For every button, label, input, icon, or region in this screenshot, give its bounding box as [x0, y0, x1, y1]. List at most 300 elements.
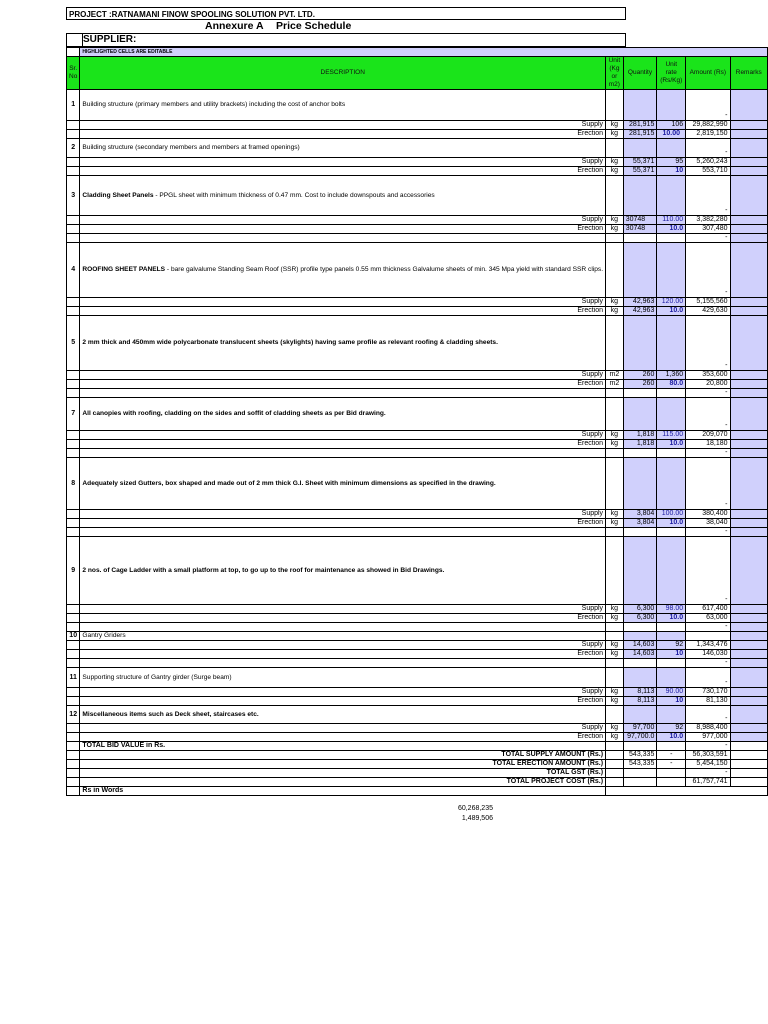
erection-quantity[interactable]: 6,300 — [623, 614, 657, 623]
remarks-cell[interactable] — [730, 650, 767, 659]
total-bid-value-rate — [657, 742, 686, 751]
item-sr-no: 2 — [67, 139, 80, 158]
remarks-cell[interactable] — [730, 688, 767, 697]
supply-rate[interactable]: 1,360 — [657, 371, 686, 380]
remarks-cell[interactable] — [730, 380, 767, 389]
erection-label: Erection — [80, 167, 606, 176]
supply-rate[interactable]: 90.00 — [657, 688, 686, 697]
supply-quantity[interactable]: 8,113 — [623, 688, 657, 697]
item-sr-no: 12 — [67, 706, 80, 724]
supply-label: Supply — [80, 158, 606, 167]
erection-row — [67, 225, 768, 234]
item-description-row — [67, 632, 768, 641]
description-header: DESCRIPTION — [80, 57, 606, 90]
annexure-label: Annexure A — [205, 20, 264, 32]
rate-cell[interactable] — [657, 90, 686, 121]
quantity-cell[interactable] — [623, 90, 657, 121]
erection-quantity[interactable]: 55,371 — [623, 167, 657, 176]
erection-label: Erection — [80, 650, 606, 659]
erection-amount: 38,040 — [686, 519, 730, 528]
item-description — [80, 243, 606, 298]
erection-rate[interactable]: 10.00 — [657, 130, 686, 139]
supply-amount: 8,988,400 — [686, 724, 730, 733]
remarks-cell[interactable] — [730, 449, 767, 458]
supply-rate[interactable]: 98.00 — [657, 605, 686, 614]
erection-quantity[interactable]: 42,963 — [623, 307, 657, 316]
unit-cell — [606, 706, 624, 724]
item-description-bold: 2 mm thick and 450mm wide polycarbonate translucent sheets (skylights) having same profile as relevant roofing & cladding sheets. — [82, 339, 498, 346]
dash-cell: - — [686, 449, 730, 458]
item-description-bold: 2 nos. of Cage Ladder with a small platform at top, to go up to the roof for maintenance as showed in Bid Drawings. — [82, 566, 445, 574]
erection-rate[interactable]: 10.0 — [657, 733, 686, 742]
blank-cell — [67, 778, 80, 787]
blank-cell — [67, 307, 80, 316]
blank-cell — [67, 449, 80, 458]
remarks-cell[interactable] — [730, 528, 767, 537]
total-gst — [67, 769, 768, 778]
quantity-cell[interactable] — [623, 632, 657, 641]
supply-quantity[interactable]: 6,300 — [623, 605, 657, 614]
total-supply-rate: - — [657, 751, 686, 760]
unit-cell — [606, 243, 624, 298]
total-project-cost — [67, 778, 768, 787]
erection-label: Erection — [80, 225, 606, 234]
blank-cell — [623, 234, 657, 243]
blank-cell — [606, 760, 624, 769]
blank-cell — [67, 234, 80, 243]
remarks-cell[interactable] — [730, 623, 767, 632]
remarks-cell[interactable] — [730, 706, 767, 724]
unit-cell — [606, 316, 624, 371]
item-sr-no: 4 — [67, 243, 80, 298]
rs-in-words-row — [67, 787, 768, 796]
erection-unit: kg — [606, 733, 624, 742]
editable-note-cell — [80, 48, 768, 57]
rate-cell[interactable] — [657, 243, 686, 298]
erection-amount: 146,030 — [686, 650, 730, 659]
rate-cell[interactable] — [657, 176, 686, 216]
supply-amount: 1,343,476 — [686, 641, 730, 650]
remarks-cell[interactable] — [730, 614, 767, 623]
erection-rate[interactable]: 10.0 — [657, 519, 686, 528]
erection-row — [67, 380, 768, 389]
erection-quantity[interactable]: 3,804 — [623, 519, 657, 528]
blank-cell — [67, 787, 80, 796]
erection-unit: kg — [606, 614, 624, 623]
supply-row — [67, 688, 768, 697]
blank-cell — [606, 234, 624, 243]
erection-unit: kg — [606, 307, 624, 316]
remarks-cell[interactable] — [730, 641, 767, 650]
supply-rate[interactable]: 95 — [657, 158, 686, 167]
remarks-cell[interactable] — [730, 537, 767, 605]
erection-rate[interactable]: 80.0 — [657, 380, 686, 389]
blank-cell — [606, 742, 624, 751]
spacer-row — [67, 234, 768, 243]
erection-quantity[interactable]: 97,700.0 — [623, 733, 657, 742]
erection-quantity[interactable]: 1,818 — [623, 440, 657, 449]
blank-cell — [80, 659, 606, 668]
supplier-label: SUPPLIER: — [83, 34, 137, 45]
blank-cell — [67, 440, 80, 449]
supply-quantity[interactable]: 42,963 — [623, 298, 657, 307]
editable-note-row — [67, 48, 768, 57]
item-sr-no: 1 — [67, 90, 80, 121]
spacer-row — [67, 623, 768, 632]
rate-cell[interactable] — [657, 316, 686, 371]
supply-label: Supply — [80, 510, 606, 519]
item-description-text: Gantry Griders — [82, 632, 126, 639]
blank-cell — [67, 650, 80, 659]
blank-cell — [623, 528, 657, 537]
supply-quantity[interactable]: 14,603 — [623, 641, 657, 650]
rate-header: Unit rate (Rs/Kg) — [657, 57, 686, 90]
supply-row — [67, 121, 768, 130]
blank-cell — [67, 121, 80, 130]
supply-label: Supply — [80, 641, 606, 650]
item-description — [80, 176, 606, 216]
erection-amount: 429,630 — [686, 307, 730, 316]
total-supply-label: TOTAL SUPPLY AMOUNT (Rs.) — [80, 751, 606, 760]
quantity-cell[interactable] — [623, 458, 657, 510]
item-description-row — [67, 706, 768, 724]
amount-cell: - — [686, 668, 730, 688]
erection-amount: 18,180 — [686, 440, 730, 449]
remarks-cell[interactable] — [730, 431, 767, 440]
supply-row — [67, 510, 768, 519]
supply-quantity[interactable]: 281,915 — [623, 121, 657, 130]
erection-rate[interactable]: 10.0 — [657, 225, 686, 234]
erection-row — [67, 697, 768, 706]
item-description-bold: ROOFING SHEET PANELS — [82, 266, 166, 273]
remarks-cell[interactable] — [730, 371, 767, 380]
total-project-cost-qty — [623, 778, 657, 787]
rate-cell[interactable] — [657, 139, 686, 158]
amount-cell: - — [686, 458, 730, 510]
blank-cell — [80, 528, 606, 537]
item-description-row — [67, 139, 768, 158]
quantity-cell[interactable] — [623, 706, 657, 724]
blank-cell — [657, 659, 686, 668]
remarks-cell[interactable] — [730, 298, 767, 307]
rate-cell[interactable] — [657, 458, 686, 510]
sr-header: Sr. No — [67, 57, 80, 90]
total-erection — [67, 760, 768, 769]
erection-rate[interactable]: 10 — [657, 167, 686, 176]
amount-cell: - — [686, 90, 730, 121]
erection-row — [67, 167, 768, 176]
total-bid-value-qty — [623, 742, 657, 751]
erection-label: Erection — [80, 614, 606, 623]
amount-cell: - — [686, 706, 730, 724]
dash-cell: - — [686, 234, 730, 243]
item-description — [80, 90, 606, 121]
unit-cell — [606, 398, 624, 431]
blank-cell — [80, 449, 606, 458]
blank-cell — [67, 158, 80, 167]
erection-row — [67, 650, 768, 659]
supplier-row — [66, 33, 626, 47]
supply-quantity[interactable]: 260 — [623, 371, 657, 380]
erection-rate[interactable]: 10.0 — [657, 614, 686, 623]
item-description-row — [67, 398, 768, 431]
erection-unit: kg — [606, 519, 624, 528]
supply-quantity[interactable]: 55,371 — [623, 158, 657, 167]
quantity-cell[interactable] — [623, 139, 657, 158]
erection-label: Erection — [80, 519, 606, 528]
supply-rate[interactable]: 100.00 — [657, 510, 686, 519]
item-sr-no: 10 — [67, 632, 80, 641]
blank-cell — [67, 688, 80, 697]
item-sr-no: 5 — [67, 316, 80, 371]
remarks-cell[interactable] — [730, 605, 767, 614]
erection-row — [67, 130, 768, 139]
unit-cell — [606, 668, 624, 688]
remarks-cell[interactable] — [730, 316, 767, 371]
rate-cell[interactable] — [657, 632, 686, 641]
quantity-cell[interactable] — [623, 537, 657, 605]
erection-row — [67, 519, 768, 528]
price-schedule-title: Price Schedule — [276, 20, 352, 32]
item-sr-no: 9 — [67, 537, 80, 605]
blank-cell — [67, 216, 80, 225]
spacer-row — [67, 389, 768, 398]
supply-unit: kg — [606, 431, 624, 440]
erection-unit: kg — [606, 167, 624, 176]
remarks-cell[interactable] — [730, 167, 767, 176]
blank-cell — [606, 769, 624, 778]
erection-label: Erection — [80, 440, 606, 449]
remarks-cell[interactable] — [730, 458, 767, 510]
erection-quantity[interactable]: 281,915 — [623, 130, 657, 139]
item-description — [80, 398, 606, 431]
remarks-cell[interactable] — [730, 398, 767, 431]
erection-label: Erection — [80, 697, 606, 706]
blank-cell — [657, 528, 686, 537]
blank-cell — [67, 751, 80, 760]
erection-rate[interactable]: 10.0 — [657, 440, 686, 449]
total-erection-qty: 543,335 — [623, 760, 657, 769]
erection-rate[interactable]: 10 — [657, 697, 686, 706]
erection-unit: kg — [606, 697, 624, 706]
price-schedule-table — [66, 47, 768, 796]
total-bid-value-amount: - — [686, 742, 730, 751]
item-description-row — [67, 90, 768, 121]
blank-cell — [67, 614, 80, 623]
blank-cell — [623, 449, 657, 458]
blank-cell — [67, 510, 80, 519]
remarks-cell[interactable] — [730, 632, 767, 641]
footer-value-1: 60,268,235 — [457, 805, 493, 812]
erection-quantity[interactable]: 260 — [623, 380, 657, 389]
remarks-cell[interactable] — [730, 139, 767, 158]
blank-cell — [657, 234, 686, 243]
erection-amount: 63,000 — [686, 614, 730, 623]
erection-label: Erection — [80, 307, 606, 316]
amount-cell: - — [686, 316, 730, 371]
remarks-cell[interactable] — [730, 243, 767, 298]
blank-cell — [67, 380, 80, 389]
supply-label: Supply — [80, 371, 606, 380]
spacer-row — [67, 528, 768, 537]
dash-cell: - — [686, 528, 730, 537]
blank-cell — [67, 605, 80, 614]
item-description-row — [67, 537, 768, 605]
remarks-cell[interactable] — [730, 697, 767, 706]
blank-cell — [606, 751, 624, 760]
project-title: PROJECT :RATNAMANI FINOW SPOOLING SOLUTION PVT. LTD. — [66, 7, 626, 20]
total-erection-rate: - — [657, 760, 686, 769]
supply-quantity[interactable]: 1,818 — [623, 431, 657, 440]
amount-cell: - — [686, 537, 730, 605]
remarks-cell[interactable] — [730, 724, 767, 733]
erection-rate[interactable]: 10.0 — [657, 307, 686, 316]
remarks-cell[interactable] — [730, 234, 767, 243]
remarks-cell[interactable] — [730, 158, 767, 167]
supply-row — [67, 216, 768, 225]
remarks-cell[interactable] — [730, 90, 767, 121]
erection-rate[interactable]: 10 — [657, 650, 686, 659]
remarks-cell[interactable] — [730, 733, 767, 742]
rate-cell[interactable] — [657, 706, 686, 724]
remarks-cell[interactable] — [730, 307, 767, 316]
supply-label: Supply — [80, 431, 606, 440]
footer-value-2: 1,489,506 — [461, 815, 493, 822]
remarks-cell[interactable] — [730, 659, 767, 668]
erection-row — [67, 733, 768, 742]
item-description-bold: All canopies with roofing, cladding on the sides and soffit of cladding sheets as per Bid drawing. — [82, 410, 386, 417]
erection-quantity[interactable]: 30748 — [623, 225, 657, 234]
remarks-cell[interactable] — [730, 216, 767, 225]
total-gst-rate — [657, 769, 686, 778]
rs-in-words-label: Rs in Words — [80, 787, 606, 796]
item-sr-no: 3 — [67, 176, 80, 216]
item-description — [80, 668, 606, 688]
blank-cell — [606, 389, 624, 398]
total-supply — [67, 751, 768, 760]
blank-cell — [730, 742, 767, 751]
total-erection-amount: 5,454,150 — [686, 760, 730, 769]
total-supply-qty: 543,335 — [623, 751, 657, 760]
quantity-cell[interactable] — [623, 176, 657, 216]
amount-cell: - — [686, 398, 730, 431]
item-description-bold: Adequately sized Gutters, box shaped and made out of 2 mm thick G.I. Sheet with minimum dimensions as specified in the drawing. — [82, 479, 496, 487]
rs-in-words-value — [606, 787, 768, 796]
quantity-cell[interactable] — [623, 243, 657, 298]
supply-quantity[interactable]: 30748 — [623, 216, 657, 225]
blank-cell — [606, 449, 624, 458]
erection-label: Erection — [80, 380, 606, 389]
erection-quantity[interactable]: 8,113 — [623, 697, 657, 706]
blank-cell — [657, 389, 686, 398]
total-gst-label: TOTAL GST (Rs.) — [80, 769, 606, 778]
remarks-cell[interactable] — [730, 130, 767, 139]
supply-amount: 29,882,990 — [686, 121, 730, 130]
rate-cell[interactable] — [657, 537, 686, 605]
blank-cell — [67, 641, 80, 650]
supply-label: Supply — [80, 605, 606, 614]
remarks-cell[interactable] — [730, 176, 767, 216]
blank-cell — [80, 389, 606, 398]
supply-unit: kg — [606, 688, 624, 697]
supply-rate[interactable]: 120.00 — [657, 298, 686, 307]
supply-unit: kg — [606, 158, 624, 167]
item-sr-no: 7 — [67, 398, 80, 431]
remarks-cell[interactable] — [730, 121, 767, 130]
dash-cell: - — [686, 659, 730, 668]
supply-unit: kg — [606, 216, 624, 225]
rate-cell[interactable] — [657, 398, 686, 431]
blank-cell — [67, 769, 80, 778]
blank-cell — [67, 225, 80, 234]
supply-rate[interactable]: 115.00 — [657, 431, 686, 440]
item-description — [80, 537, 606, 605]
erection-unit: kg — [606, 650, 624, 659]
supply-amount: 380,400 — [686, 510, 730, 519]
remarks-cell[interactable] — [730, 519, 767, 528]
amount-cell: - — [686, 243, 730, 298]
rate-cell[interactable] — [657, 668, 686, 688]
total-bid-value — [67, 742, 768, 751]
supply-rate[interactable]: 110.00 — [657, 216, 686, 225]
blank-cell — [657, 623, 686, 632]
supply-quantity[interactable]: 97,700 — [623, 724, 657, 733]
quantity-cell[interactable] — [623, 398, 657, 431]
remarks-header: Remarks — [730, 57, 767, 90]
remarks-cell[interactable] — [730, 440, 767, 449]
unit-cell — [606, 632, 624, 641]
supply-row — [67, 724, 768, 733]
blank-cell — [623, 659, 657, 668]
supply-row — [67, 431, 768, 440]
supply-rate[interactable]: 92 — [657, 641, 686, 650]
amount-cell: - — [686, 176, 730, 216]
remarks-cell[interactable] — [730, 668, 767, 688]
amount-cell — [686, 632, 730, 641]
remarks-cell[interactable] — [730, 510, 767, 519]
erection-amount: 307,480 — [686, 225, 730, 234]
sheet-heading — [66, 19, 626, 33]
blank-cell — [730, 751, 767, 760]
supply-amount: 353,600 — [686, 371, 730, 380]
supply-row — [67, 371, 768, 380]
supply-rate[interactable]: 106 — [657, 121, 686, 130]
supply-quantity[interactable]: 3,804 — [623, 510, 657, 519]
supply-rate[interactable]: 92 — [657, 724, 686, 733]
supply-label: Supply — [80, 724, 606, 733]
blank-cell — [67, 371, 80, 380]
item-sr-no: 8 — [67, 458, 80, 510]
blank-cell — [80, 234, 606, 243]
remarks-cell[interactable] — [730, 225, 767, 234]
quantity-cell[interactable] — [623, 668, 657, 688]
unit-cell — [606, 458, 624, 510]
item-description-row — [67, 176, 768, 216]
supply-amount: 5,155,560 — [686, 298, 730, 307]
remarks-cell[interactable] — [730, 389, 767, 398]
erection-quantity[interactable]: 14,603 — [623, 650, 657, 659]
erection-amount: 977,000 — [686, 733, 730, 742]
item-description-text: Building structure (primary members and utility brackets) including the cost of anchor bolts — [82, 101, 346, 108]
erection-label: Erection — [80, 733, 606, 742]
erection-amount: 2,819,150 — [686, 130, 730, 139]
header-row — [67, 57, 768, 90]
supply-row — [67, 298, 768, 307]
supply-amount: 730,170 — [686, 688, 730, 697]
total-gst-amount: - — [686, 769, 730, 778]
quantity-cell[interactable] — [623, 316, 657, 371]
item-description-bold: Cladding Sheet Panels — [82, 191, 154, 199]
